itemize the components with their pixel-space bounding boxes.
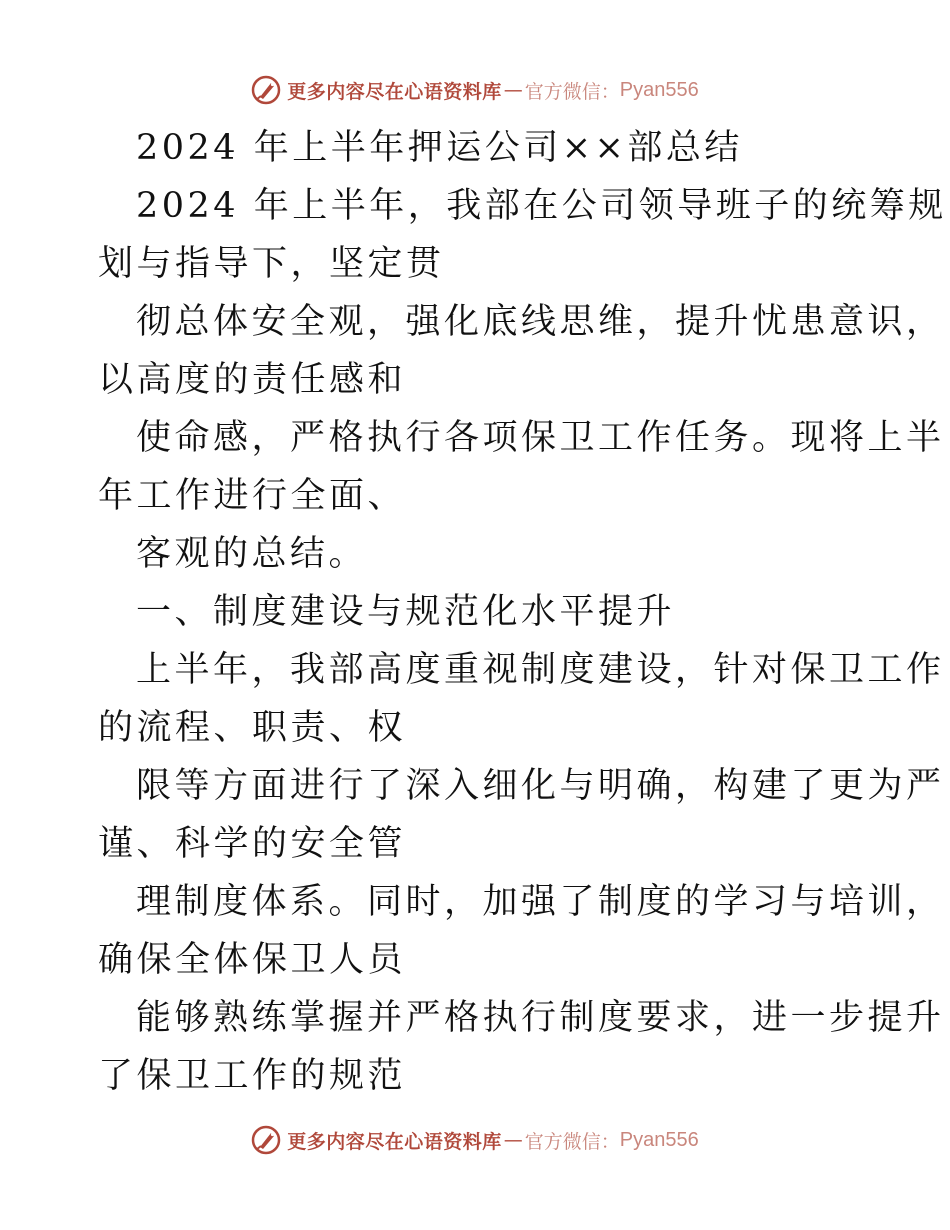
paragraph-line: 了保卫工作的规范 — [98, 1056, 407, 1096]
paragraph-line: 谨、科学的安全管 — [98, 824, 407, 864]
pen-nib-logo-icon — [251, 1125, 281, 1155]
paragraph-line: 理制度体系。同时，加强了制度的学习与培训， — [136, 882, 945, 922]
paragraph-line: 划与指导下，坚定贯 — [98, 244, 445, 284]
watermark-official-label: 官方微信： — [524, 1130, 620, 1153]
watermark-wechat-id: Pyan556 — [619, 78, 699, 101]
paragraph-line: 使命感，严格执行各项保卫工作任务。现将上半 — [136, 418, 945, 458]
paragraph-line: 彻总体安全观，强化底线思维，提升忧患意识， — [136, 302, 945, 342]
pen-nib-logo-icon — [251, 75, 281, 105]
paragraph-line: 限等方面进行了深入细化与明确，构建了更为严 — [136, 766, 945, 806]
watermark-text: 更多内容尽在心语资料库 — [287, 80, 502, 103]
watermark-text: 更多内容尽在心语资料库 — [287, 1130, 502, 1153]
paragraph-line: 确保全体保卫人员 — [98, 940, 407, 980]
paragraph-line: 2024 年上半年，我部在公司领导班子的统筹规 — [136, 186, 947, 226]
paragraph-line: 以高度的责任感和 — [98, 360, 407, 400]
watermark-separator: — — [503, 79, 523, 101]
paragraph-line: 上半年，我部高度重视制度建设，针对保卫工作 — [136, 650, 945, 690]
document-title: 2024 年上半年押运公司××部总结 — [136, 128, 743, 168]
watermark-wechat-id: Pyan556 — [619, 1128, 699, 1151]
paragraph-line: 的流程、职责、权 — [98, 708, 407, 748]
paragraph-line: 客观的总结。 — [136, 534, 368, 574]
section-heading: 一、制度建设与规范化水平提升 — [136, 592, 676, 632]
footer-watermark — [0, 1120, 950, 1160]
paragraph-line: 能够熟练掌握并严格执行制度要求，进一步提升 — [136, 998, 945, 1038]
watermark-separator: — — [503, 1129, 523, 1151]
watermark-official-label: 官方微信： — [524, 80, 620, 103]
paragraph-line: 年工作进行全面、 — [98, 476, 407, 516]
header-watermark — [0, 70, 950, 110]
